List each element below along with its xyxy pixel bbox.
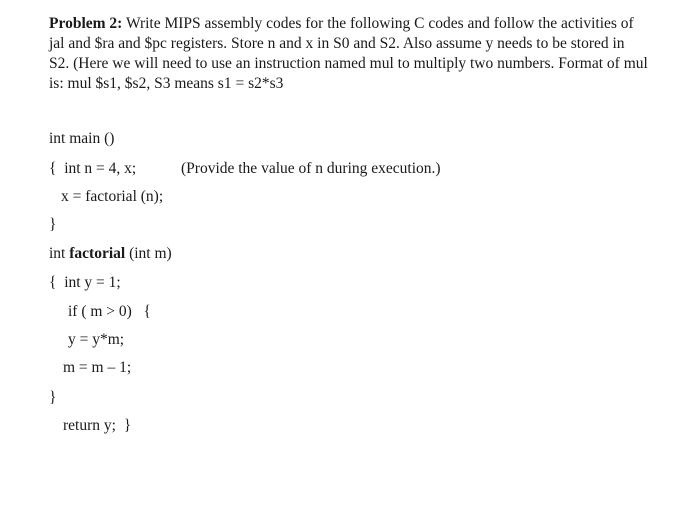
code-if-statement: if ( m > 0) { xyxy=(68,303,151,320)
factorial-sig-suffix: (int m) xyxy=(125,245,172,262)
code-return-line: return y; } xyxy=(63,417,132,434)
factorial-sig-prefix: int xyxy=(49,245,70,262)
code-multiply-line: y = y*m; xyxy=(68,331,125,348)
code-factorial-call: x = factorial (n); xyxy=(61,188,164,205)
problem-line-3: S2. (Here we will need to use an instruction named mul to multiply two numbers. Format of mul xyxy=(49,55,648,72)
problem-line-1 xyxy=(49,14,649,34)
problem-line-4: is: mul $s1, $s2, S3 means s1 = s2*s3 xyxy=(49,75,284,92)
problem-statement xyxy=(49,14,649,94)
code-main-close-brace: } xyxy=(49,216,57,233)
code-main-signature: int main () xyxy=(49,130,115,147)
execution-note: (Provide the value of n during execution.) xyxy=(181,160,441,177)
code-factorial-signature xyxy=(49,245,172,263)
factorial-function-name: factorial xyxy=(69,245,126,262)
problem-line-2: jal and $ra and $pc registers. Store n and x in S0 and S2. Also assume y needs to be stored in xyxy=(49,35,625,52)
code-if-close-brace: } xyxy=(49,389,57,406)
code-decrement-line: m = m – 1; xyxy=(63,359,132,376)
code-main-declaration: { int n = 4, x; xyxy=(49,160,137,177)
code-factorial-declaration: { int y = 1; xyxy=(49,274,121,291)
problem-line-1-text: Write MIPS assembly codes for the following C codes and follow the activities of xyxy=(125,15,634,32)
problem-label: Problem 2: xyxy=(49,15,123,32)
